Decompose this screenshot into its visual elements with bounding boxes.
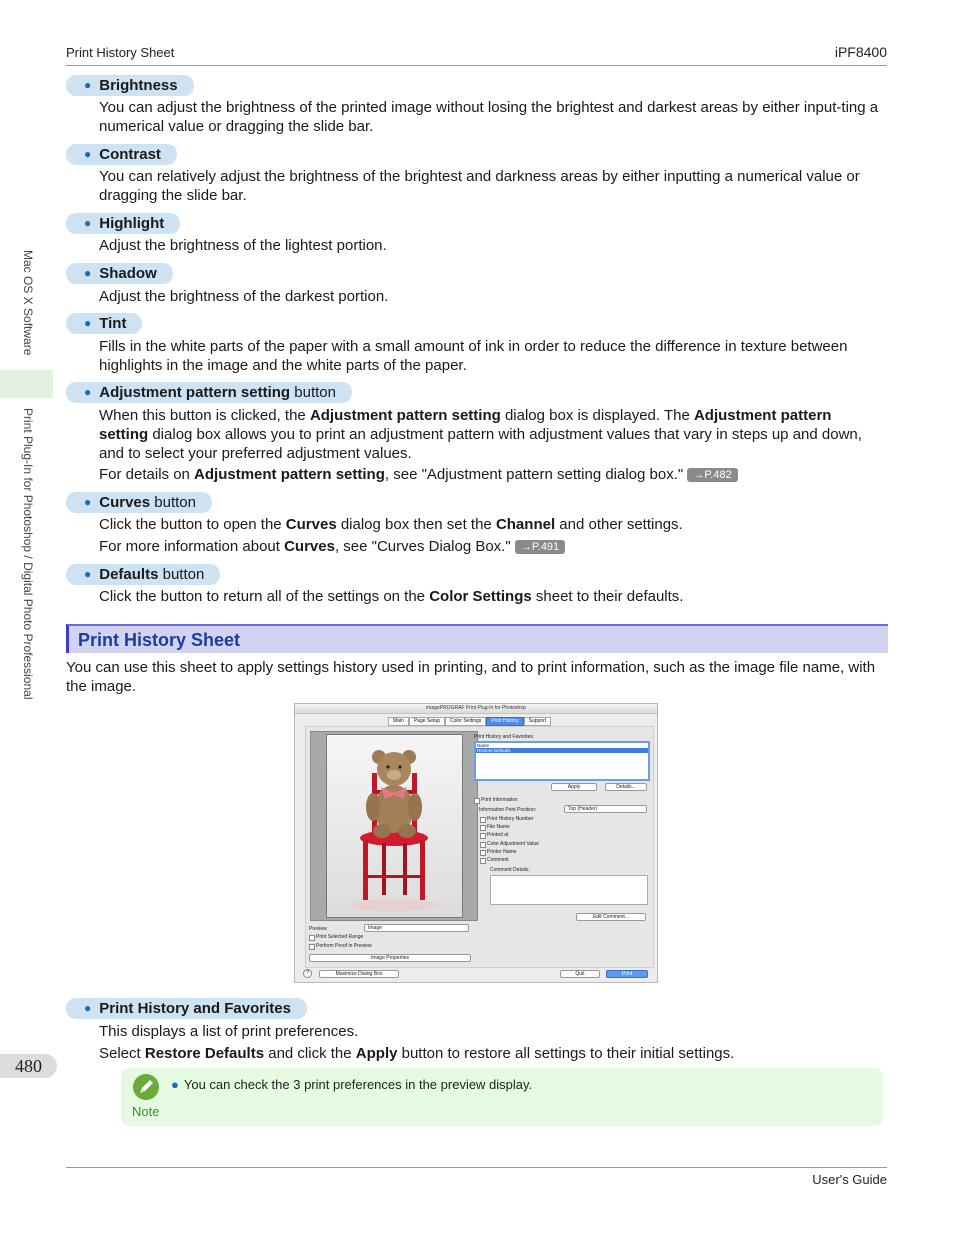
item-ref-adjustment-pattern: For details on Adjustment pattern setting, see "Adjustment pattern setting dialog box." →P.482	[99, 465, 884, 484]
print-button[interactable]: Print	[606, 970, 648, 978]
preview-image	[326, 734, 463, 918]
item-ref-curves: For more information about Curves, see "Curves Dialog Box." →P.491	[99, 537, 884, 556]
print-history-number-checkbox[interactable]	[480, 817, 486, 823]
bullet-icon: ●	[84, 1001, 92, 1015]
item-heading-highlight: ● Highlight	[66, 213, 180, 234]
preview-area	[310, 731, 478, 921]
print-information-checkbox[interactable]	[474, 798, 480, 804]
item-text-tint: Fills in the white parts of the paper with a small amount of ink in order to reduce the difference in texture between highlights in the image and the white parts of the paper.	[99, 338, 848, 374]
page-number: 480	[0, 1054, 57, 1078]
dialog-screenshot	[294, 703, 658, 983]
printer-name-checkbox[interactable]	[480, 850, 486, 856]
item-text-defaults: Click the button to return all of the settings on the Color Settings sheet to their defaults.	[99, 588, 684, 605]
item-heading-shadow: ● Shadow	[66, 263, 173, 284]
color-adjustment-value-checkbox[interactable]	[480, 842, 486, 848]
help-icon[interactable]: ?	[303, 969, 312, 978]
comment-label: Comment	[487, 857, 509, 863]
dialog-panel	[305, 726, 654, 968]
history-list[interactable]	[474, 741, 650, 781]
apply-button[interactable]: Apply	[551, 783, 597, 791]
edit-comment-button[interactable]: Edit Comment...	[576, 913, 646, 921]
item-heading-curves: ● Curves button	[66, 492, 212, 513]
print-selected-range-label: Print Selected Range	[316, 934, 364, 940]
tab-page-setup[interactable]: Page Setup	[409, 717, 445, 726]
running-header-model: iPF8400	[834, 44, 887, 60]
item-text-shadow: Adjust the brightness of the darkest portion.	[99, 288, 389, 305]
item-text-curves: Click the button to open the Curves dialog box then set the Channel and other settings.	[99, 516, 683, 533]
running-header-title: Print History Sheet	[66, 45, 175, 60]
info-position-select[interactable]: Top (Header)	[564, 805, 647, 813]
footer-rule	[66, 1167, 887, 1168]
history-row-restore-defaults[interactable]: Restore Defaults	[476, 748, 648, 753]
details-button[interactable]: Details...	[605, 783, 647, 791]
bullet-icon: ●	[84, 266, 92, 280]
perform-proof-label: Perform Proof in Preview	[316, 943, 372, 949]
perform-proof-checkbox[interactable]	[309, 944, 315, 950]
page-reference-link[interactable]: →P.482	[687, 468, 737, 482]
section-title: Print History Sheet	[78, 630, 241, 650]
history-header-row: Name	[477, 743, 490, 748]
side-chapter-label: Print Plug-In for Photoshop / Digital Photo Professional	[21, 408, 35, 700]
preview-select[interactable]: Image	[364, 924, 469, 932]
tab-support[interactable]: Support	[524, 717, 552, 726]
printed-at-checkbox[interactable]	[480, 833, 486, 839]
print-history-number-label: Print History Number	[487, 816, 534, 822]
item-heading-brightness: ● Brightness	[66, 75, 194, 96]
item-text-highlight: Adjust the brightness of the lightest portion.	[99, 237, 387, 254]
info-position-label: Information Print Position:	[479, 807, 537, 813]
item-heading-contrast: ● Contrast	[66, 144, 177, 165]
image-properties-button[interactable]: Image Properties	[309, 954, 471, 962]
bullet-icon: ●	[84, 567, 92, 581]
preview-label: Preview	[309, 926, 327, 932]
dialog-title: imagePROGRAF Print Plug-In for Photoshop	[295, 704, 657, 714]
footer-guide-label: User's Guide	[812, 1172, 887, 1187]
history-label: Print History and Favorites:	[474, 734, 535, 740]
color-adjustment-value-label: Color Adjustment Value	[487, 841, 539, 847]
file-name-label: File Name	[487, 824, 510, 830]
header-rule	[66, 65, 887, 66]
section-intro: You can use this sheet to apply settings history used in printing, and to print information, such as the image file name, with the image.	[66, 659, 876, 695]
note-text: ● You can check the 3 print preferences in the preview display.	[171, 1077, 533, 1092]
bullet-icon: ●	[84, 216, 92, 230]
side-section-label: Mac OS X Software	[21, 250, 35, 356]
section-heading	[66, 624, 888, 653]
item-text-contrast: You can relatively adjust the brightness of the brightest and darkness areas by either inputting a numerical value or dragging the slide bar.	[99, 168, 860, 204]
quit-button[interactable]: Quit	[560, 970, 600, 978]
comment-checkbox[interactable]	[480, 858, 486, 864]
tab-color-settings[interactable]: Color Settings	[445, 717, 486, 726]
bullet-icon: ●	[84, 385, 92, 399]
print-information-label: Print Information	[481, 797, 518, 803]
side-tab-marker	[0, 370, 53, 398]
printed-at-label: Printed at	[487, 832, 509, 838]
item-heading-adjustment-pattern: ● Adjustment pattern setting button	[66, 382, 352, 403]
favorites-instruction: Select Restore Defaults and click the Apply button to restore all settings to their initial settings.	[99, 1045, 735, 1062]
bullet-icon: ●	[84, 78, 92, 92]
tab-main[interactable]: Main	[388, 717, 409, 726]
comment-details-label: Comment Details:	[490, 867, 530, 873]
print-selected-range-checkbox[interactable]	[309, 935, 315, 941]
item-heading-favorites: ● Print History and Favorites	[66, 998, 307, 1019]
dialog-tab-bar	[388, 717, 551, 726]
favorites-text: This displays a list of print preferences.	[99, 1023, 359, 1040]
file-name-checkbox[interactable]	[480, 825, 486, 831]
item-heading-tint: ● Tint	[66, 313, 142, 334]
item-text-brightness: You can adjust the brightness of the printed image without losing the brightest and darkest areas by either input-ting a numerical value or dragging the slide bar.	[99, 99, 879, 135]
page-reference-link[interactable]: →P.491	[515, 540, 565, 554]
bullet-icon: ●	[84, 316, 92, 330]
bullet-icon: ●	[84, 495, 92, 509]
note-pencil-icon	[133, 1074, 159, 1100]
comment-details-field[interactable]	[490, 875, 648, 905]
teddy-bear-chair-picture	[327, 735, 462, 917]
item-text-adjustment-pattern: When this button is clicked, the Adjustment pattern setting dialog box is displayed. The Adjustment pattern setting dialog box allows you to print an adjustment pattern with adjustment values that vary in steps up and down, and to select your preferred adjustment values.	[99, 407, 862, 462]
note-label: Note	[132, 1104, 160, 1119]
printer-name-label: Printer Name	[487, 849, 517, 855]
tab-print-history[interactable]: Print History	[486, 717, 523, 726]
bullet-icon: ●	[84, 147, 92, 161]
item-heading-defaults: ● Defaults button	[66, 564, 220, 585]
bullet-icon: ●	[171, 1077, 179, 1092]
maximize-dialog-button[interactable]: Maximize Dialog Box	[319, 970, 399, 978]
